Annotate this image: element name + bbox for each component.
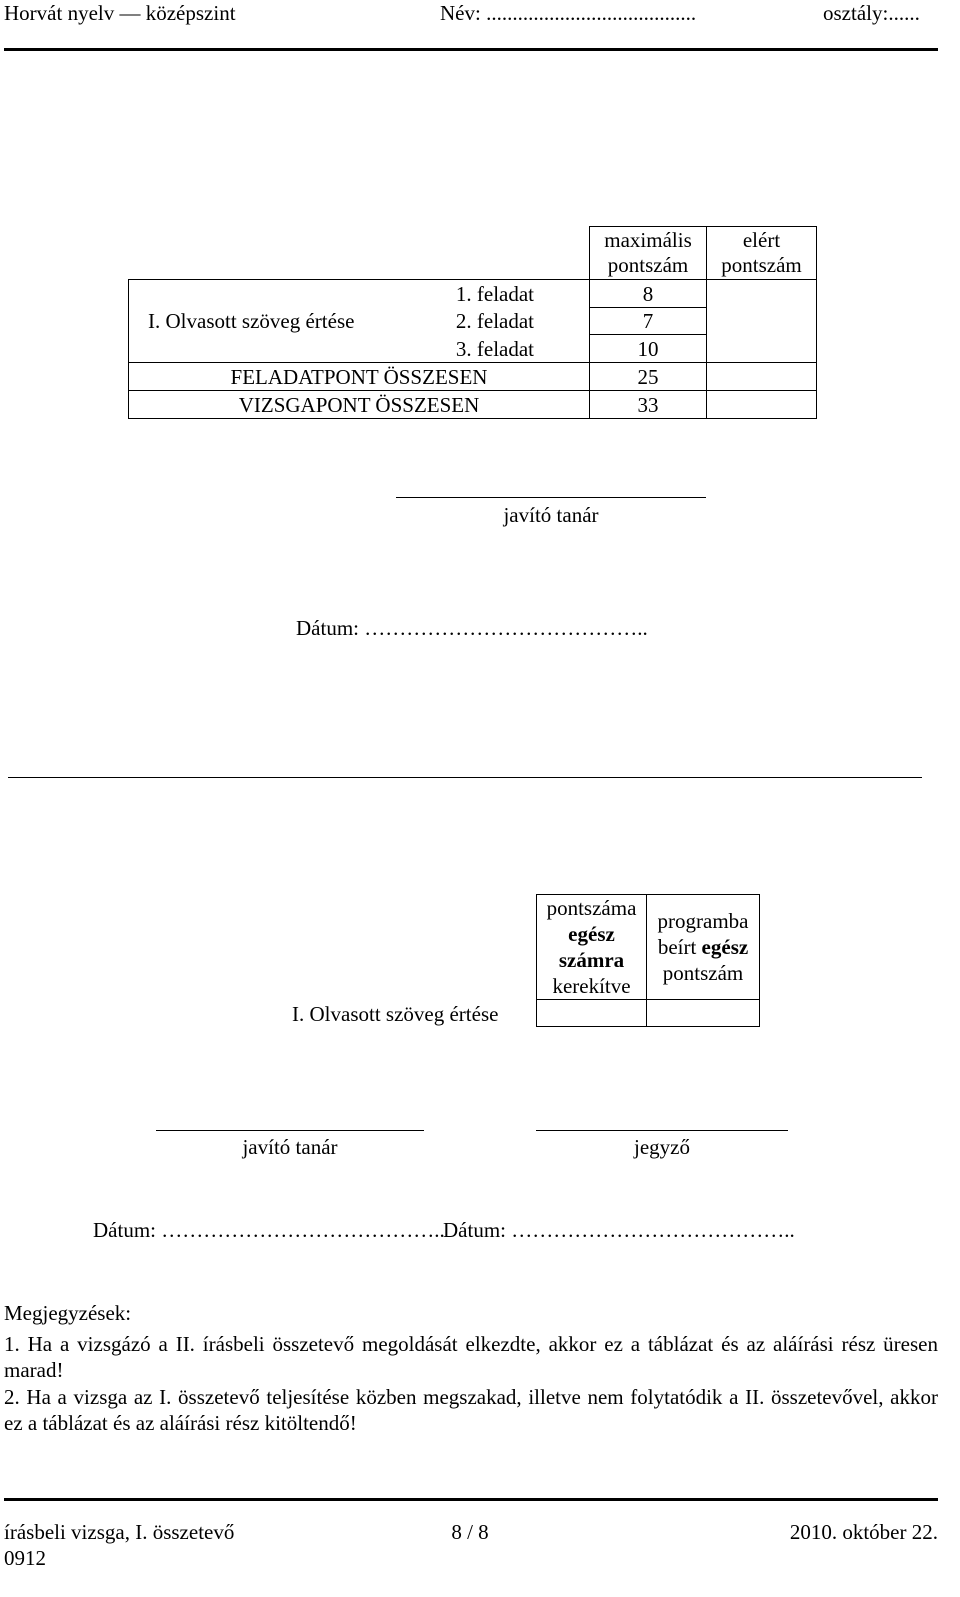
- left-signature-line: [156, 1130, 424, 1131]
- signature-line: [396, 497, 706, 498]
- task-3-label: 3. feladat: [455, 337, 534, 361]
- col2-line1: programba: [657, 909, 749, 933]
- note-1: 1. Ha a vizsgázó a II. írásbeli összetevő megoldását elkezdte, akkor ez a táblázat és az aláírási rész üresen marad!: [4, 1332, 938, 1382]
- total-exam-label: VIZSGAPONT ÖSSZESEN: [238, 393, 480, 417]
- col1-bold2: számra: [558, 948, 625, 972]
- task-2-max: 7: [642, 309, 654, 333]
- footer-left: írásbeli vizsga, I. összetevő: [4, 1520, 235, 1544]
- col-reached-header: elért pontszám: [721, 228, 802, 277]
- col1-line4: kerekítve: [552, 974, 631, 998]
- col1-line1: pontszáma: [546, 896, 637, 920]
- score-table: [0, 0, 960, 430]
- notes-title: Megjegyzések:: [4, 1301, 132, 1325]
- left-signature-role: javító tanár: [242, 1135, 338, 1159]
- footer-rule: [4, 1498, 938, 1501]
- total-task-label: FELADATPONT ÖSSZESEN: [230, 365, 488, 389]
- signature-date: Dátum: …………………………………..: [296, 616, 648, 640]
- col-max-header: maximális pontszám: [604, 228, 692, 277]
- note-2: 2. Ha a vizsga az I. összetevő teljesítése közben megszakad, illetve nem folytatódik a II. összetevővel, akkor ez a táblázat és az aláírási rész kitöltendő!: [4, 1385, 938, 1435]
- signature-role: javító tanár: [503, 503, 599, 527]
- rounded-score-table: [0, 880, 960, 1040]
- col2-line3: pontszám: [662, 961, 744, 985]
- right-signature-role: jegyző: [634, 1135, 690, 1159]
- task-2-label: 2. feladat: [455, 309, 534, 333]
- total-exam-value: 33: [637, 393, 659, 417]
- header-title: Horvát nyelv — középszint: [4, 1, 236, 25]
- col2-line2: beírt egész: [657, 935, 749, 959]
- section-label: I. Olvasott szöveg értése: [148, 309, 355, 333]
- footer-date: 2010. október 22.: [789, 1520, 938, 1544]
- task-3-max: 10: [637, 337, 659, 361]
- col1-bold1: egész: [568, 922, 615, 946]
- page-number: 8 / 8: [451, 1520, 489, 1544]
- left-signature-date: Dátum: …………………………………..: [93, 1218, 445, 1242]
- name-field: Név: ........................................: [440, 1, 697, 25]
- section-divider: [8, 777, 922, 778]
- right-signature-date: Dátum: …………………………………..: [443, 1218, 795, 1242]
- class-field: osztály:......: [823, 1, 920, 25]
- right-signature-line: [536, 1130, 788, 1131]
- row-label: I. Olvasott szöveg értése: [292, 1002, 499, 1026]
- task-1-label: 1. feladat: [455, 282, 534, 306]
- footer-code: 0912: [4, 1546, 46, 1570]
- task-1-max: 8: [642, 282, 654, 306]
- total-task-value: 25: [637, 365, 659, 389]
